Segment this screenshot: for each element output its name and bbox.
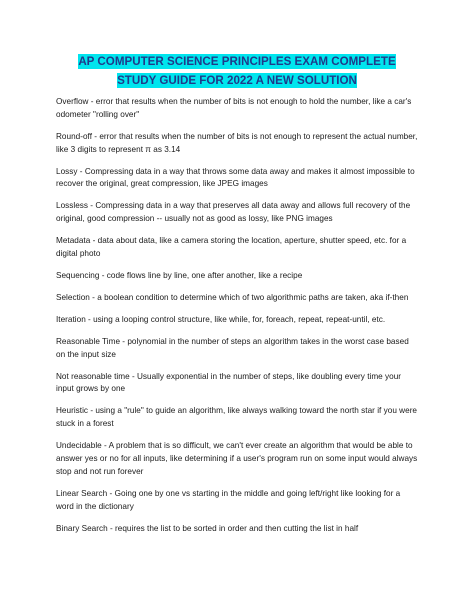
glossary-entry-lossy: Lossy - Compressing data in a way that throws some data away and makes it almost impossible to recover the original, great compression, like JPEG images <box>56 166 415 189</box>
glossary-entry-heuristic: Heuristic - using a "rule" to guide an algorithm, like always walking toward the north star if you were stuck in a forest <box>56 406 418 429</box>
glossary-entry-lossless: Lossless - Compressing data in a way that preserves all data away and allows full recovery of the original, good compression -- usually not as good as lossy, like PNG images <box>56 201 411 224</box>
glossary-entry-selection: Selection - a boolean condition to determine which of two algorithmic paths are taken, aka if-then <box>56 292 409 302</box>
glossary-entry-not-reasonable-time: Not reasonable time - Usually exponential in the number of steps, like doubling every time your input grows by one <box>56 371 402 394</box>
glossary-entry-overflow: Overflow - error that results when the number of bits is not enough to hold the number, like a car's odometer "rolling over" <box>56 97 412 119</box>
glossary-list <box>56 96 420 545</box>
document-title <box>62 52 412 90</box>
glossary-entry-metadata: Metadata - data about data, like a camera storing the location, aperture, shutter speed, etc. for a digital photo <box>56 236 407 258</box>
glossary-entry-binary-search: Binary Search - requires the list to be sorted in order and then cutting the list in half <box>56 523 359 533</box>
title-text: AP COMPUTER SCIENCE PRINCIPLES EXAM COMPLETE STUDY GUIDE FOR 2022 A NEW SOLUTION <box>78 55 396 87</box>
glossary-entry-linear-search: Linear Search - Going one by one vs starting in the middle and going left/right like looking for a word in the dictionary <box>56 488 401 511</box>
glossary-entry-round-off: Round-off - error that results when the number of bits is not enough to represent the actual number, like 3 digits to represent π as 3.14 <box>56 131 418 154</box>
glossary-entry-reasonable-time: Reasonable Time - polynomial in the number of steps an algorithm takes in the worst case based on the input size <box>56 336 409 359</box>
glossary-entry-sequencing: Sequencing - code flows line by line, one after another, like a recipe <box>56 270 303 280</box>
glossary-entry-iteration: Iteration - using a looping control structure, like while, for, foreach, repeat, repeat-until, etc. <box>56 314 386 324</box>
glossary-entry-undecidable: Undecidable - A problem that is so difficult, we can't ever create an algorithm that would be able to answer yes or no for all inputs, like determining if a user's program run on some input would always stop and not run forever <box>56 441 418 476</box>
